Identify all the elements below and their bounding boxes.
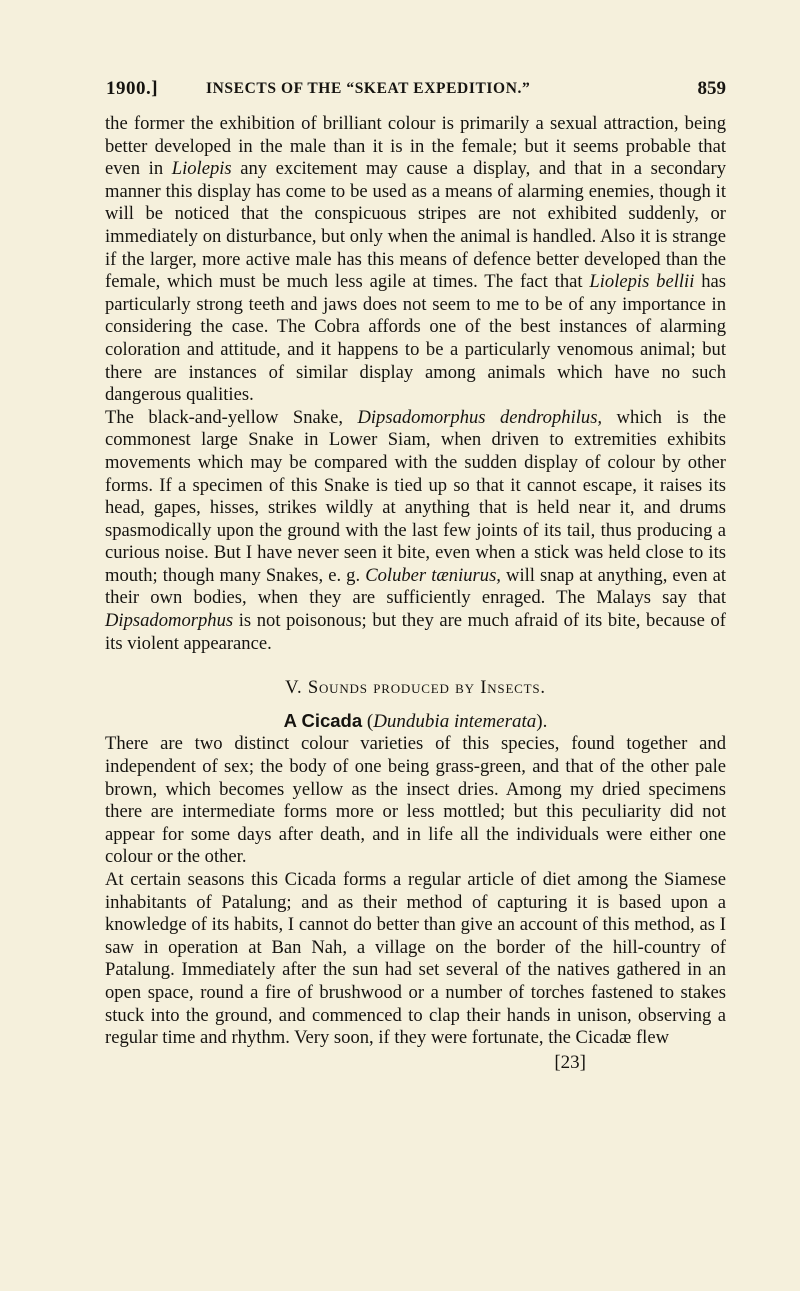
paragraph-colour-varieties: There are two distinct colour varieties of this species, found together and independent of sex; the body of one being grass-green, and that of the other pale brown, which becomes yellow as the insect dries. Among my dried specimens there are intermediate forms more or less mottled; but this peculiarity did not appear for some days after death, and in life all the individuals were either one colour or the other. bbox=[105, 733, 726, 868]
header-year: 1900.] bbox=[106, 78, 159, 99]
italic-genus: Liolepis bbox=[171, 158, 232, 180]
running-header bbox=[106, 78, 726, 108]
page-number: 859 bbox=[697, 78, 726, 99]
text-run: The black-and-yellow Snake, bbox=[105, 406, 358, 428]
italic-species: Dipsadomorphus dendrophilus, bbox=[357, 406, 603, 428]
text-run: will snap at anything, even at their own bodies, when they are sufficiently enraged. The Malays say that bbox=[105, 564, 727, 609]
subheading-label: A Cicada bbox=[283, 709, 363, 731]
italic-species: Dundubia intemerata bbox=[373, 710, 537, 732]
text-run: ). bbox=[536, 710, 548, 732]
body-text bbox=[105, 113, 726, 1074]
paragraph-former-exhibition bbox=[105, 113, 726, 407]
italic-species: Liolepis bellii bbox=[589, 271, 695, 293]
paragraph-snake bbox=[105, 407, 726, 656]
signature-mark: [23] bbox=[554, 1051, 586, 1073]
subheading-cicada bbox=[105, 710, 726, 734]
italic-genus: Dipsadomorphus bbox=[105, 610, 234, 632]
paragraph-diet: At certain seasons this Cicada forms a regular article of diet among the Siamese inhabitants of Patalung; and as their method of capturing it is based upon a knowledge of its habits, I cannot do better than give an account of this method, as I saw in operation at Ban Nah, a village on the border of the hill-country of Patalung. Immediately after the sun had set several of the natives gathered in an open space, round a fire of brushwood or a number of torches fastened to stakes stuck into the ground, and commenced to clap their hands in unison, observing a regular time and rhythm. Very soon, if they were fortunate, the Cicadæ flew bbox=[105, 869, 726, 1049]
text-run: any excitement may cause a display, and that in a secondary manner this display has come to be used as a means of alarming enemies, though it will be noticed that the conspicuous stripes are not exhibited suddenly, or immediately on disturbance, but only when the animal is handled. Also it is strange if the larger, more active male has this means of defence better developed than the female, which must be much less agile at times. The fact that bbox=[105, 158, 726, 293]
text-run: has particularly strong teeth and jaws does not seem to me to be of any importance in considering the case. The Cobra affords one of the best instances of alarming coloration and attitude, and it happens to be a particularly venomous animal; but there are instances of similar display among animals which have no such dangerous qualities. bbox=[105, 271, 726, 406]
italic-species: Coluber tæniurus, bbox=[365, 564, 501, 586]
text-run: which is the commonest large Snake in Lower Siam, when driven to extremities exhibits movements which may be compared with the sudden display of colour by other forms. If a specimen of this Snake is tied up so that it cannot escape, it raises its head, gapes, hisses, strikes wildly at anything that is held near it, and drums spasmodically upon the ground with the last few joints of its tail, thus producing a curious noise. But I have never seen it bite, even when a stick was held close to its mouth; though many Snakes, e. g. bbox=[105, 406, 726, 586]
section-heading: V. Sounds produced by Insects. bbox=[285, 677, 546, 699]
text-run: is not poisonous; but they are much afraid of its bite, because of its violent appearance. bbox=[105, 610, 726, 654]
text-run: the former the exhibition of brilliant colour is primarily a sexual attraction, being better developed in the male than it is in the female; but it seems probable that even in bbox=[105, 113, 726, 180]
header-title: INSECTS OF THE “SKEAT EXPEDITION.” bbox=[206, 80, 531, 97]
text-run: ( bbox=[362, 710, 374, 732]
